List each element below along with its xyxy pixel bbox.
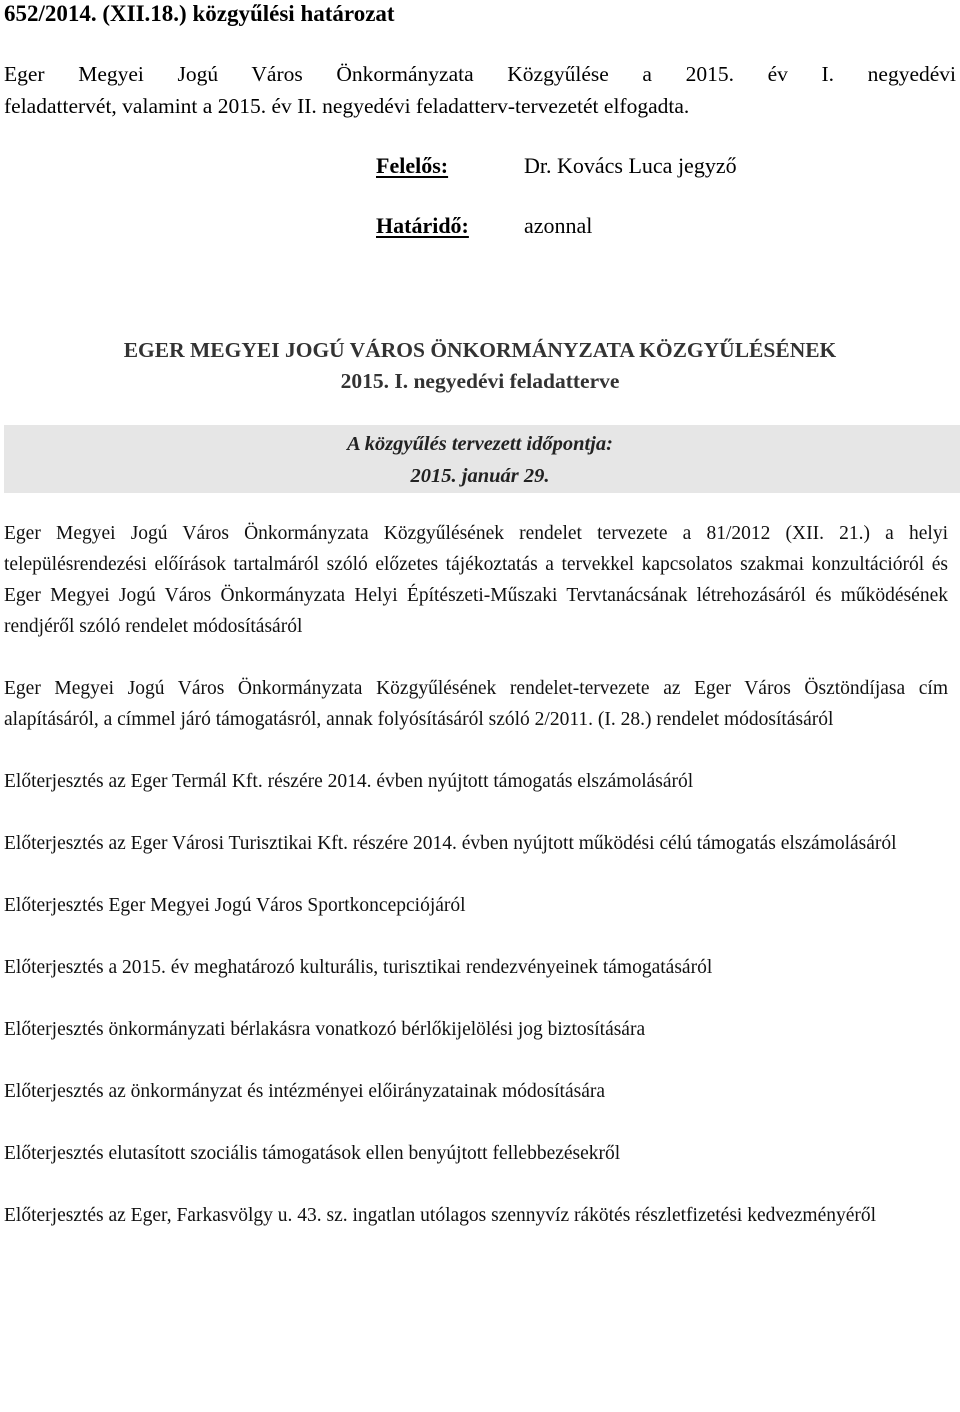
agenda-item: Előterjesztés az Eger, Farkasvölgy u. 43. sz. ingatlan utólagos szennyvíz rákötés részletfizetési kedvezményéről	[4, 1205, 877, 1226]
agenda-item: Előterjesztés elutasított szociális támogatások ellen benyújtott fellebbezésekről	[4, 1143, 621, 1164]
agenda-list	[4, 518, 948, 1231]
plan-subtitle: 2015. I. negyedévi feladatterve	[340, 369, 620, 393]
responsible-label: Felelős:	[376, 153, 449, 178]
agenda-item: Előterjesztés a 2015. év meghatározó kulturális, turisztikai rendezvényeinek támogatásáról	[4, 957, 713, 978]
agenda-item: Eger Megyei Jogú Város Önkormányzata Közgyűlésének rendelet-tervezete az Eger Város Ösztöndíjasa cím alapításáról, a címmel járó támogatásról, annak folyósításáról szóló 2/2011. (I. 28.) rendelet módosításáról	[4, 678, 948, 730]
session-label: A közgyűlés tervezett időpontja:	[347, 433, 613, 455]
resolution-title: 652/2014. (XII.18.) közgyűlési határozat	[4, 1, 395, 26]
agenda-item: Előterjesztés önkormányzati bérlakásra vonatkozó bérlőkijelölési jog biztosítására	[4, 1019, 646, 1040]
agenda-item: Előterjesztés Eger Megyei Jogú Város Sportkoncepciójáról	[4, 895, 466, 916]
agenda-item: Eger Megyei Jogú Város Önkormányzata Közgyűlésének rendelet tervezete a 81/2012 (XII. 21.) a helyi településrendezési előírások tartalmáról szóló előzetes tájékoztatás a tervekkel kapcsolatos szakmai konzultációról és Eger Megyei Jogú Város Önkormányzata Helyi Építészeti-Műszaki Tervtanácsának létrehozásáról és működésének rendjéről szóló rendelet módosításáról	[4, 523, 948, 637]
session-date: 2015. január 29.	[410, 465, 550, 487]
plan-title: EGER MEGYEI JOGÚ VÁROS ÖNKORMÁNYZATA KÖZGYŰLÉSÉNEK	[123, 338, 837, 362]
agenda-item: Előterjesztés az Eger Termál Kft. részére 2014. évben nyújtott támogatás elszámolásáról	[4, 771, 694, 792]
deadline-value: azonnal	[524, 213, 593, 238]
deadline-label: Határidő:	[376, 213, 469, 238]
resolution-text-line-1: Eger Megyei Jogú Város Önkormányzata Közgyűlése a 2015. év I. negyedévi	[4, 62, 956, 86]
resolution-text-line-2: feladattervét, valamint a 2015. év II. negyedévi feladatterv-tervezetét elfogadta.	[4, 94, 690, 118]
responsible-value: Dr. Kovács Luca jegyző	[524, 153, 737, 178]
resolution-text	[4, 58, 956, 122]
agenda-item: Előterjesztés az Eger Városi Turisztikai Kft. részére 2014. évben nyújtott működési célú támogatás elszámolásáról	[4, 833, 897, 854]
agenda-item: Előterjesztés az önkormányzat és intézményei előirányzatainak módosítására	[4, 1081, 605, 1102]
